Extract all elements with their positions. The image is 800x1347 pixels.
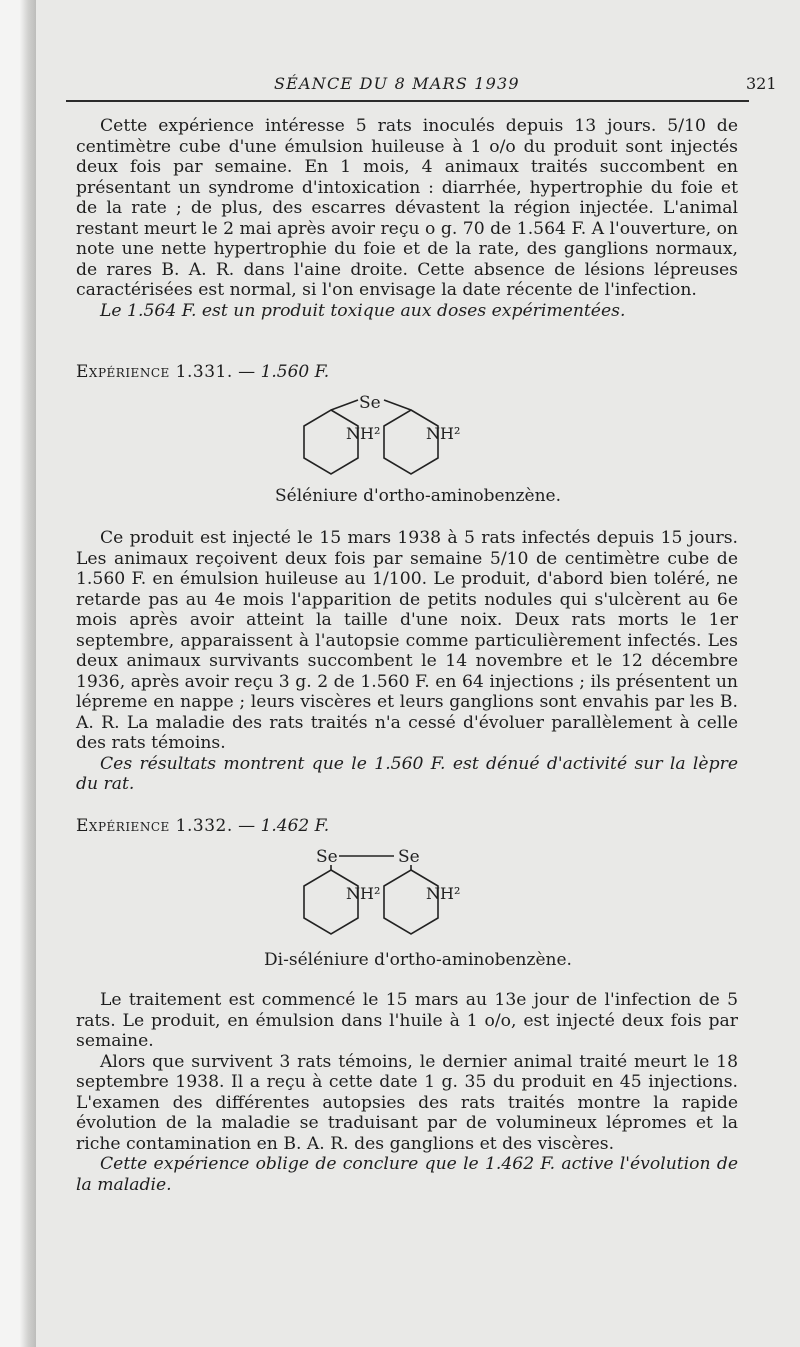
compound-code: 1.560 F. xyxy=(260,362,330,382)
experiment-label: Expérience 1.331. xyxy=(76,362,233,382)
book-page xyxy=(36,0,800,1347)
compound-code: 1.462 F. xyxy=(260,816,330,836)
body-block-1 xyxy=(76,116,738,321)
experiment-heading-1331 xyxy=(76,362,329,382)
formula-caption-1: Séléniure d'ortho-aminobenzène. xyxy=(274,486,561,506)
paragraph-experiment-1560: Ce produit est injecté le 15 mars 1938 à 5 rats infectés depuis 15 jours. Les animaux reçoivent deux fois par semaine 5/10 de centimètre cube de 1.560 F. en émulsion huileuse au 1/100. Le produit, d'abord bien toléré, ne retarde pas au 4e mois l'apparition de petits nodules qui s'ulcèrent au 6e mois après avoir atteint la taille d'une noix. Deux rats morts le 1er septembre, apparaissent à l'autopsie comme particulièrement infectés. Les deux animaux survivants succombent le 14 novembre et le 12 décembre 1936, après avoir reçu 3 g. 2 de 1.560 F. en 64 injections ; ils présentent un lépreme en nappe ; leurs viscères et leurs ganglions sont envahis par les B. A. R. La maladie des rats traités n'a cessé d'évoluer parallèlement à celle des rats témoins. xyxy=(76,528,738,753)
book-spine-shadow xyxy=(0,0,36,1347)
paragraph-experiment-1564: Cette expérience intéresse 5 rats inoculés depuis 13 jours. 5/10 de centimètre cube d'une émulsion huileuse à 1 o/o du produit sont injectés deux fois par semaine. En 1 mois, 4 animaux traités succombent en présentant un syndrome d'intoxication : diarrhée, hypertrophie du foie et de la rate ; de plus, des escarres dévastent la région injectée. L'animal restant meurt le 2 mai après avoir reçu o g. 70 de 1.564 F. A l'ouverture, on note une nette hypertrophie du foie et de la rate, des ganglions normaux, de rares B. A. R. dans l'aine droite. Cette absence de lésions lépreuses caractérisées est normal, si l'on envisage la date récente de l'infection. xyxy=(76,116,738,300)
amino-group-left: NH² xyxy=(346,424,381,443)
formula-svg xyxy=(286,846,526,954)
running-title: SÉANCE DU 8 MARS 1939 xyxy=(274,74,520,93)
formula-caption-2: Di-séléniure d'ortho-aminobenzène. xyxy=(264,950,572,970)
paragraph-treatment-start: Le traitement est commencé le 15 mars au 13e jour de l'infection de 5 rats. Le produit, en émulsion dans l'huile à 1 o/o, est injecté deux fois par semaine. xyxy=(76,990,738,1051)
bridge-atom-se: Se xyxy=(359,393,381,413)
body-block-2 xyxy=(76,528,738,795)
running-header xyxy=(36,74,800,98)
structural-formula-selenide xyxy=(286,392,526,492)
formula-svg xyxy=(286,392,526,492)
conclusion-1564: Le 1.564 F. est un produit toxique aux doses expérimentées. xyxy=(100,300,626,321)
page-number: 321 xyxy=(746,74,777,93)
conclusion-1462: Cette expérience oblige de conclure que le 1.462 F. active l'évolution de la maladie. xyxy=(76,1154,738,1195)
bridge-atom-se-left: Se xyxy=(316,847,338,867)
header-rule xyxy=(66,100,749,102)
conclusion-1560: Ces résultats montrent que le 1.560 F. est dénué d'activité sur la lèpre du rat. xyxy=(76,753,738,794)
experiment-heading-1332 xyxy=(76,816,329,836)
amino-group-right: NH² xyxy=(426,884,461,903)
heading-dash: — xyxy=(238,362,256,382)
structural-formula-diselenide xyxy=(286,846,526,954)
heading-dash: — xyxy=(238,816,256,836)
amino-group-left: NH² xyxy=(346,884,381,903)
paragraph-treatment-result: Alors que survivent 3 rats témoins, le dernier animal traité meurt le 18 septembre 1938. Il a reçu à cette date 1 g. 35 du produit en 45 injections. L'examen des différentes autopsies des rats traités montre la rapide évolution de la maladie se traduisant par de volumineux lépromes et la riche contamination en B. A. R. des ganglions et des viscères. xyxy=(76,1051,738,1154)
bridge-atom-se-right: Se xyxy=(398,847,420,867)
experiment-label: Expérience 1.332. xyxy=(76,816,233,836)
amino-group-right: NH² xyxy=(426,424,461,443)
body-block-3 xyxy=(76,990,738,1195)
